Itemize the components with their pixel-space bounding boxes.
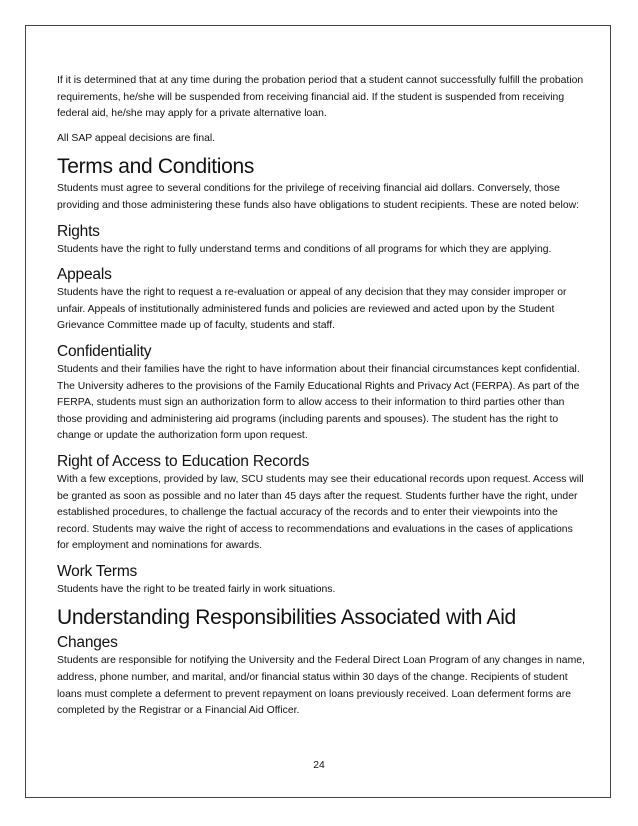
- records-heading: Right of Access to Education Records: [57, 452, 310, 470]
- confidentiality-heading: Confidentiality: [57, 342, 152, 360]
- appeals-paragraph: Students have the right to request a re-evaluation or appeal of any decision that they may consider improper or unfair. Appeals of institutionally administered funds and policies are reviewed and acted upon by the Student Grievance Committee made up of faculty, students and staff.: [57, 287, 567, 332]
- rights-paragraph: Students have the right to fully understand terms and conditions of all programs for which they are applying.: [57, 243, 552, 255]
- appeals-heading: Appeals: [57, 266, 112, 284]
- changes-paragraph: Students are responsible for notifying the University and the Federal Direct Loan Program of any changes in name, address, phone number, and marital, and/or financial status within 30 days of the change. Recipients of student loans must complete a deferment to prevent repayment on loans previously received. Loan deferment forms are completed by the Registrar or a Financial Aid Officer.: [57, 655, 585, 717]
- probation-paragraph: If it is determined that at any time during the probation period that a student cannot successfully fulfill the probation requirements, he/she will be suspended from receiving financial aid. If the student is suspended from receiving federal aid, he/she may apply for a private alternative loan.: [57, 75, 584, 120]
- terms-paragraph: Students must agree to several conditions for the privilege of receiving financial aid dollars. Conversely, those providing and those administering these funds also have obligations to student recipients. These are noted below:: [57, 183, 579, 211]
- appeal-final-paragraph: All SAP appeal decisions are final.: [57, 132, 216, 144]
- rights-heading: Rights: [57, 222, 100, 240]
- document-body: [57, 73, 587, 720]
- records-paragraph: With a few exceptions, provided by law, SCU students may see their educational records upon request. Access will be granted as soon as possible and no later than 45 days after the request. Students further have the right, under established procedures, to challenge the factual accuracy of the records and to enter their viewpoints into the record. Students may waive the right of access to recommendations and evaluations in the cases of applications for employment and nominations for awards.: [57, 473, 584, 552]
- page-number: 24: [313, 760, 325, 771]
- work-terms-heading: Work Terms: [57, 562, 138, 580]
- responsibilities-heading: Understanding Responsibilities Associated with Aid: [57, 606, 516, 630]
- work-terms-paragraph: Students have the right to be treated fairly in work situations.: [57, 583, 336, 595]
- confidentiality-paragraph: Students and their families have the right to have information about their financial circumstances kept confidential. The University adheres to the provisions of the Family Educational Rights and Privacy Act (FERPA). As part of the FERPA, students must sign an authorization form to allow access to their information to third parties other than those providing and administering aid programs (including parents and spouses). The student has the right to change or update the authorization form upon request.: [57, 363, 580, 442]
- changes-heading: Changes: [57, 634, 118, 652]
- terms-heading: Terms and Conditions: [57, 155, 255, 179]
